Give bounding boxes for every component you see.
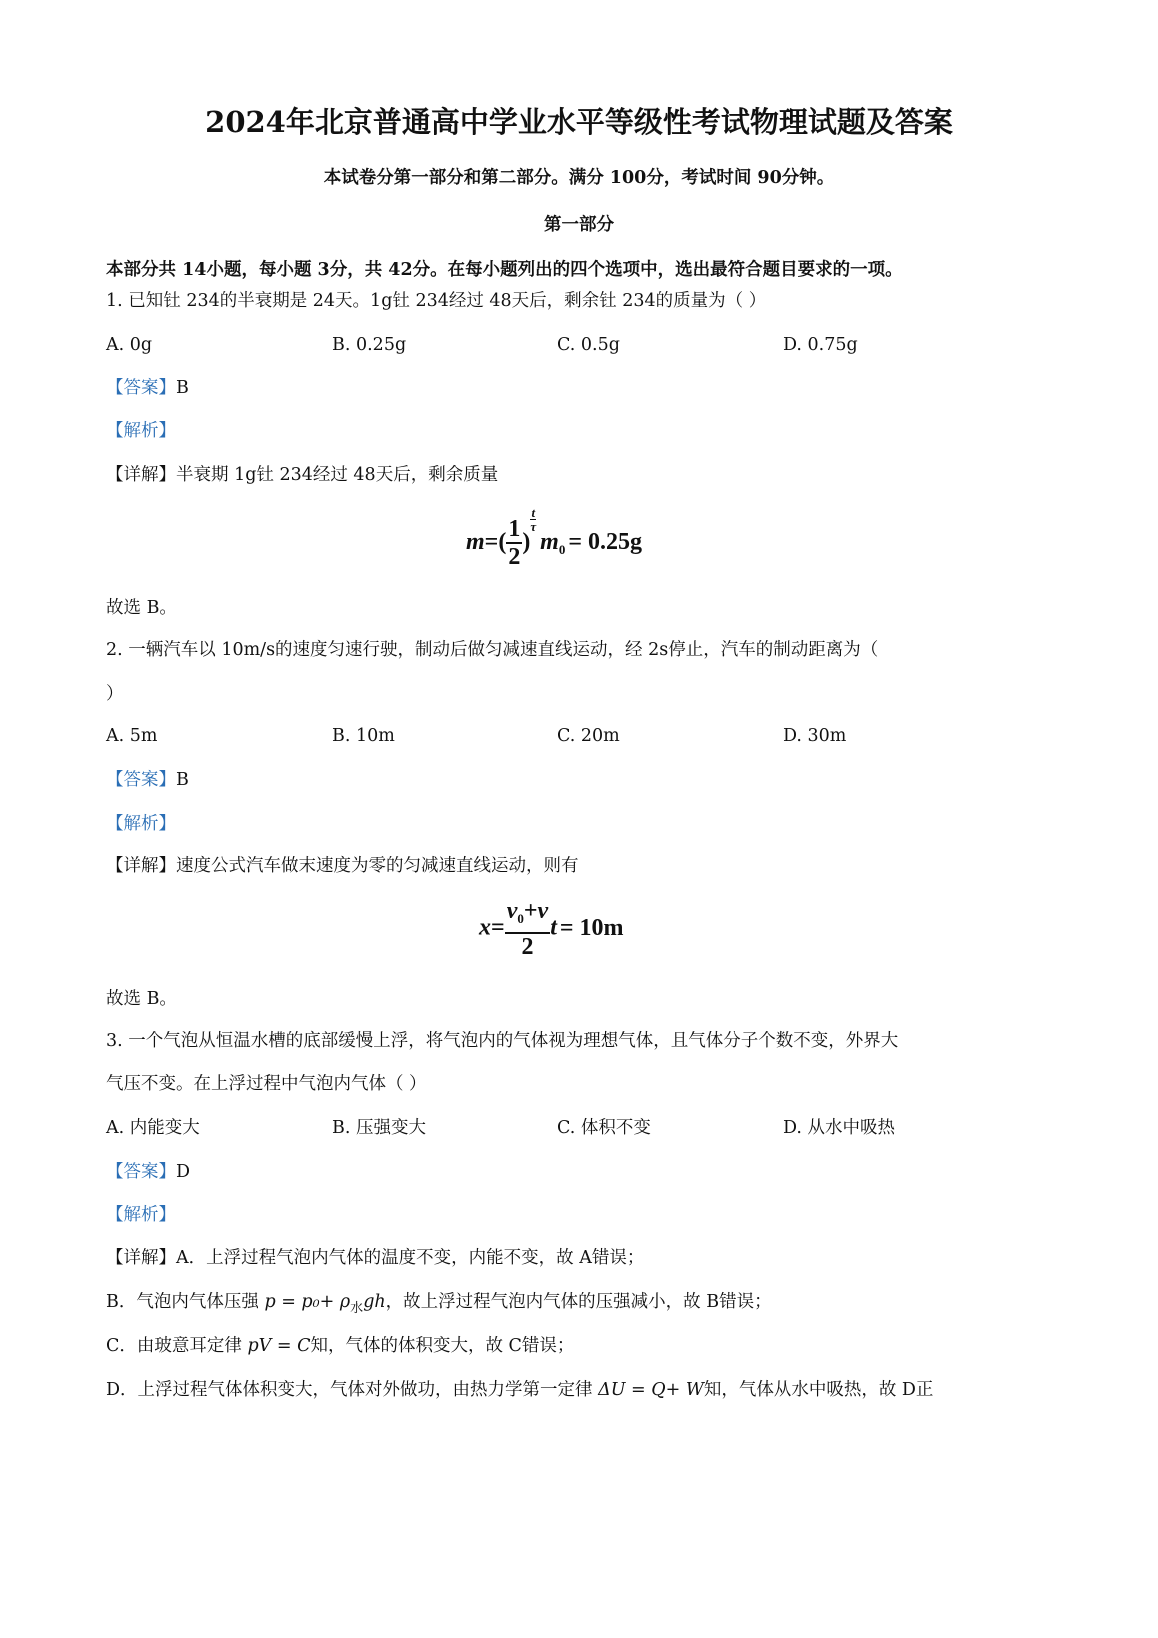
q2-stem-line1: 2. 一辆汽车以 10m/s的速度匀速行驶，制动后做匀减速直线运动，经 2s停止，汽车的制动距离为（ [106, 640, 879, 660]
q3-detail-a [106, 1244, 644, 1269]
q2-stem-line2: ） [106, 684, 124, 704]
q1-formula-paren-open: ( [498, 529, 507, 555]
q3-line-b-tail: gh [363, 1292, 386, 1312]
q2-formula-t: t [550, 914, 557, 941]
q1-detail-text: 半衰期 1g钍 234经过 48天后，剩余质量 [176, 465, 499, 485]
answer-label: 【答案】 [106, 770, 176, 790]
q2-conclusion: 故选 B。 [106, 989, 177, 1009]
detail-label: 【详解】 [106, 1248, 176, 1268]
exam-subtitle: 本试卷分第一部分和第二部分。满分 100分，考试时间 90分钟。 [323, 168, 835, 188]
q1-formula-frac-den: 2 [508, 544, 521, 571]
q3-option-c: C. 体积不变 [557, 1118, 651, 1138]
q1-option-c: C. 0.5g [557, 335, 620, 355]
detail-label: 【详解】 [106, 856, 176, 876]
q3-detail-d [106, 1376, 933, 1401]
q1-formula-exponent [530, 506, 536, 533]
q3-line-b-suffix: ，故上浮过程气泡内气体的压强减小，故 B错误； [385, 1292, 772, 1312]
q1-conclusion: 故选 B。 [106, 598, 177, 618]
q3-detail-a-text: A．上浮过程气泡内气体的温度不变，内能不变，故 A错误； [176, 1248, 645, 1268]
q1-option-d: D. 0.75g [783, 335, 858, 355]
q2-answer-value: B [176, 770, 189, 790]
q3-option-d: D. 从水中吸热 [783, 1118, 896, 1138]
q2-option-d: D. 30m [783, 726, 847, 746]
q1-formula-var: m [540, 529, 559, 555]
q3-answer [106, 1158, 190, 1183]
q1-answer-value: B [176, 378, 189, 398]
q2-detail-text: 速度公式汽车做末速度为零的匀减速直线运动，则有 [176, 856, 579, 876]
q1-formula-paren-close: ) [522, 529, 531, 555]
q1-answer [106, 374, 189, 399]
q2-formula-num-a: v [506, 898, 518, 924]
q2-formula-numerator [505, 898, 551, 934]
q2-formula-lhs: x [479, 914, 491, 941]
detail-label: 【详解】 [106, 465, 176, 485]
q2-formula-num-b: v [537, 898, 549, 924]
q3-line-d-prefix: D．上浮过程气体体积变大，气体对外做功，由热力学第一定律 [106, 1380, 599, 1400]
q1-detail [106, 461, 498, 486]
q3-line-b-prefix: B．气泡内气体压强 [106, 1292, 265, 1312]
q3-line-d-suffix: 知，气体从水中吸热，故 D正 [703, 1380, 934, 1400]
q3-line-b-sub: 水 [350, 1301, 364, 1316]
q3-answer-value: D [176, 1162, 191, 1182]
q1-formula-lhs: m [466, 529, 485, 555]
q2-answer [106, 766, 189, 791]
q2-formula-result: = 10m [559, 914, 624, 941]
q1-formula-fraction [506, 516, 522, 570]
answer-label: 【答案】 [106, 1162, 176, 1182]
q3-line-c-prefix: C．由玻意耳定律 [106, 1336, 248, 1356]
q3-analysis-label: 【解析】 [106, 1205, 176, 1225]
q1-stem: 1. 已知钍 234的半衰期是 24天。1g钍 234经过 48天后，剩余钍 234的质量为（ ） [106, 291, 767, 311]
q1-option-a: A. 0g [106, 335, 153, 355]
q3-line-b-formula: p = p₀+ ρ [264, 1292, 351, 1312]
q2-formula-eq: = [491, 914, 505, 941]
q3-line-c-formula: pV = C [247, 1336, 311, 1356]
q3-option-b: B. 压强变大 [332, 1118, 426, 1138]
q1-formula-var-sub: 0 [558, 542, 566, 557]
q2-option-c: C. 20m [557, 726, 620, 746]
q3-detail-b [106, 1288, 772, 1316]
q3-option-a: A. 内能变大 [106, 1118, 200, 1138]
q2-option-a: A. 5m [106, 726, 158, 746]
q1-formula [466, 506, 642, 570]
q2-formula-num-a-sub: 0 [517, 911, 524, 926]
q3-stem-line2: 气压不变。在上浮过程中气泡内气体（ ） [106, 1074, 427, 1094]
q2-formula-denominator: 2 [521, 934, 534, 960]
q2-option-b: B. 10m [332, 726, 395, 746]
q1-formula-exp-num: t [531, 505, 536, 520]
q1-analysis-label: 【解析】 [106, 421, 176, 441]
q3-line-d-formula: ΔU = Q+ W [598, 1380, 704, 1400]
q2-formula [479, 898, 624, 960]
page-title: 2024年北京普通高中学业水平等级性考试物理试题及答案 [205, 105, 953, 139]
q1-formula-exp-den: τ [530, 519, 537, 534]
answer-label: 【答案】 [106, 378, 176, 398]
q2-formula-fraction [505, 898, 551, 960]
section-instruction: 本部分共 14小题，每小题 3分，共 42分。在每小题列出的四个选项中，选出最符合题目要求的一项。 [106, 260, 903, 280]
q1-formula-frac-num: 1 [508, 516, 521, 543]
q1-formula-result: = 0.25g [568, 529, 642, 555]
q2-formula-num-op: + [523, 898, 538, 924]
q3-stem-line1: 3. 一个气泡从恒温水槽的底部缓慢上浮，将气泡内的气体视为理想气体，且气体分子个数不变，外界大 [106, 1031, 899, 1051]
q2-analysis-label: 【解析】 [106, 814, 176, 834]
part-heading: 第一部分 [544, 215, 614, 235]
q2-detail [106, 852, 579, 877]
q1-formula-eq: = [484, 529, 499, 555]
q3-detail-c [106, 1332, 574, 1357]
q1-option-b: B. 0.25g [332, 335, 407, 355]
q3-line-c-suffix: 知，气体的体积变大，故 C错误； [310, 1336, 575, 1356]
